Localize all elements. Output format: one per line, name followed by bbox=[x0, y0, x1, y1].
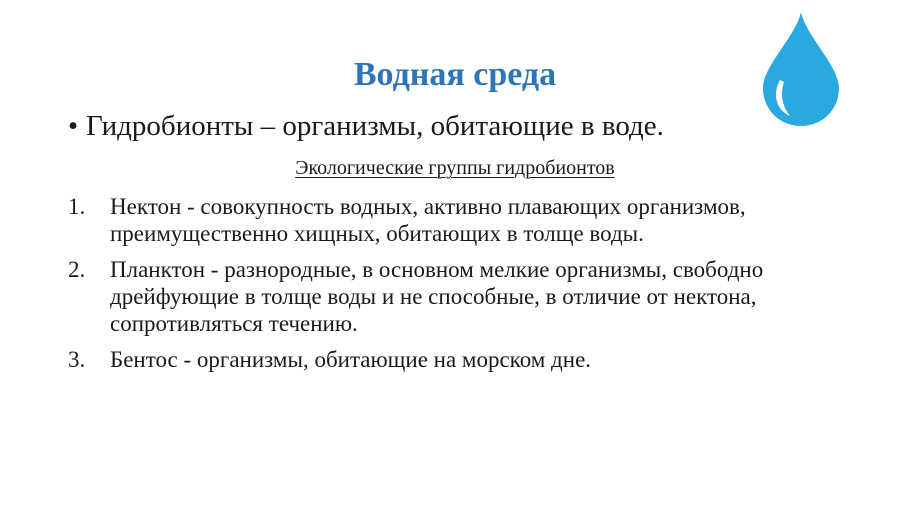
subheading-text: Экологические группы гидробионтов bbox=[295, 157, 615, 179]
numbered-list bbox=[68, 193, 848, 382]
slide-title: Водная среда bbox=[353, 56, 557, 93]
list-item-number: 1. bbox=[68, 194, 86, 219]
list-item-number: 2. bbox=[68, 257, 86, 282]
subheading bbox=[0, 155, 910, 181]
bullet-definition bbox=[68, 108, 664, 144]
bullet-text: Гидробионты – организмы, обитающие в воде. bbox=[86, 110, 664, 142]
list-item bbox=[68, 193, 848, 247]
list-item bbox=[68, 256, 848, 337]
bullet-marker: • bbox=[68, 110, 79, 142]
list-item-text: Нектон - совокупность водных, активно плавающих организмов, преимущественно хищных, обитающих в толще воды. bbox=[110, 194, 746, 246]
list-item-text: Бентос - организмы, обитающие на морском дне. bbox=[110, 347, 592, 372]
list-item-text: Планктон - разнородные, в основном мелкие организмы, свободно дрейфующие в толще воды и не способные, в отличие от нектона, сопротивляться течению. bbox=[110, 257, 764, 336]
list-item-number: 3. bbox=[68, 347, 86, 372]
list-item bbox=[68, 346, 848, 373]
